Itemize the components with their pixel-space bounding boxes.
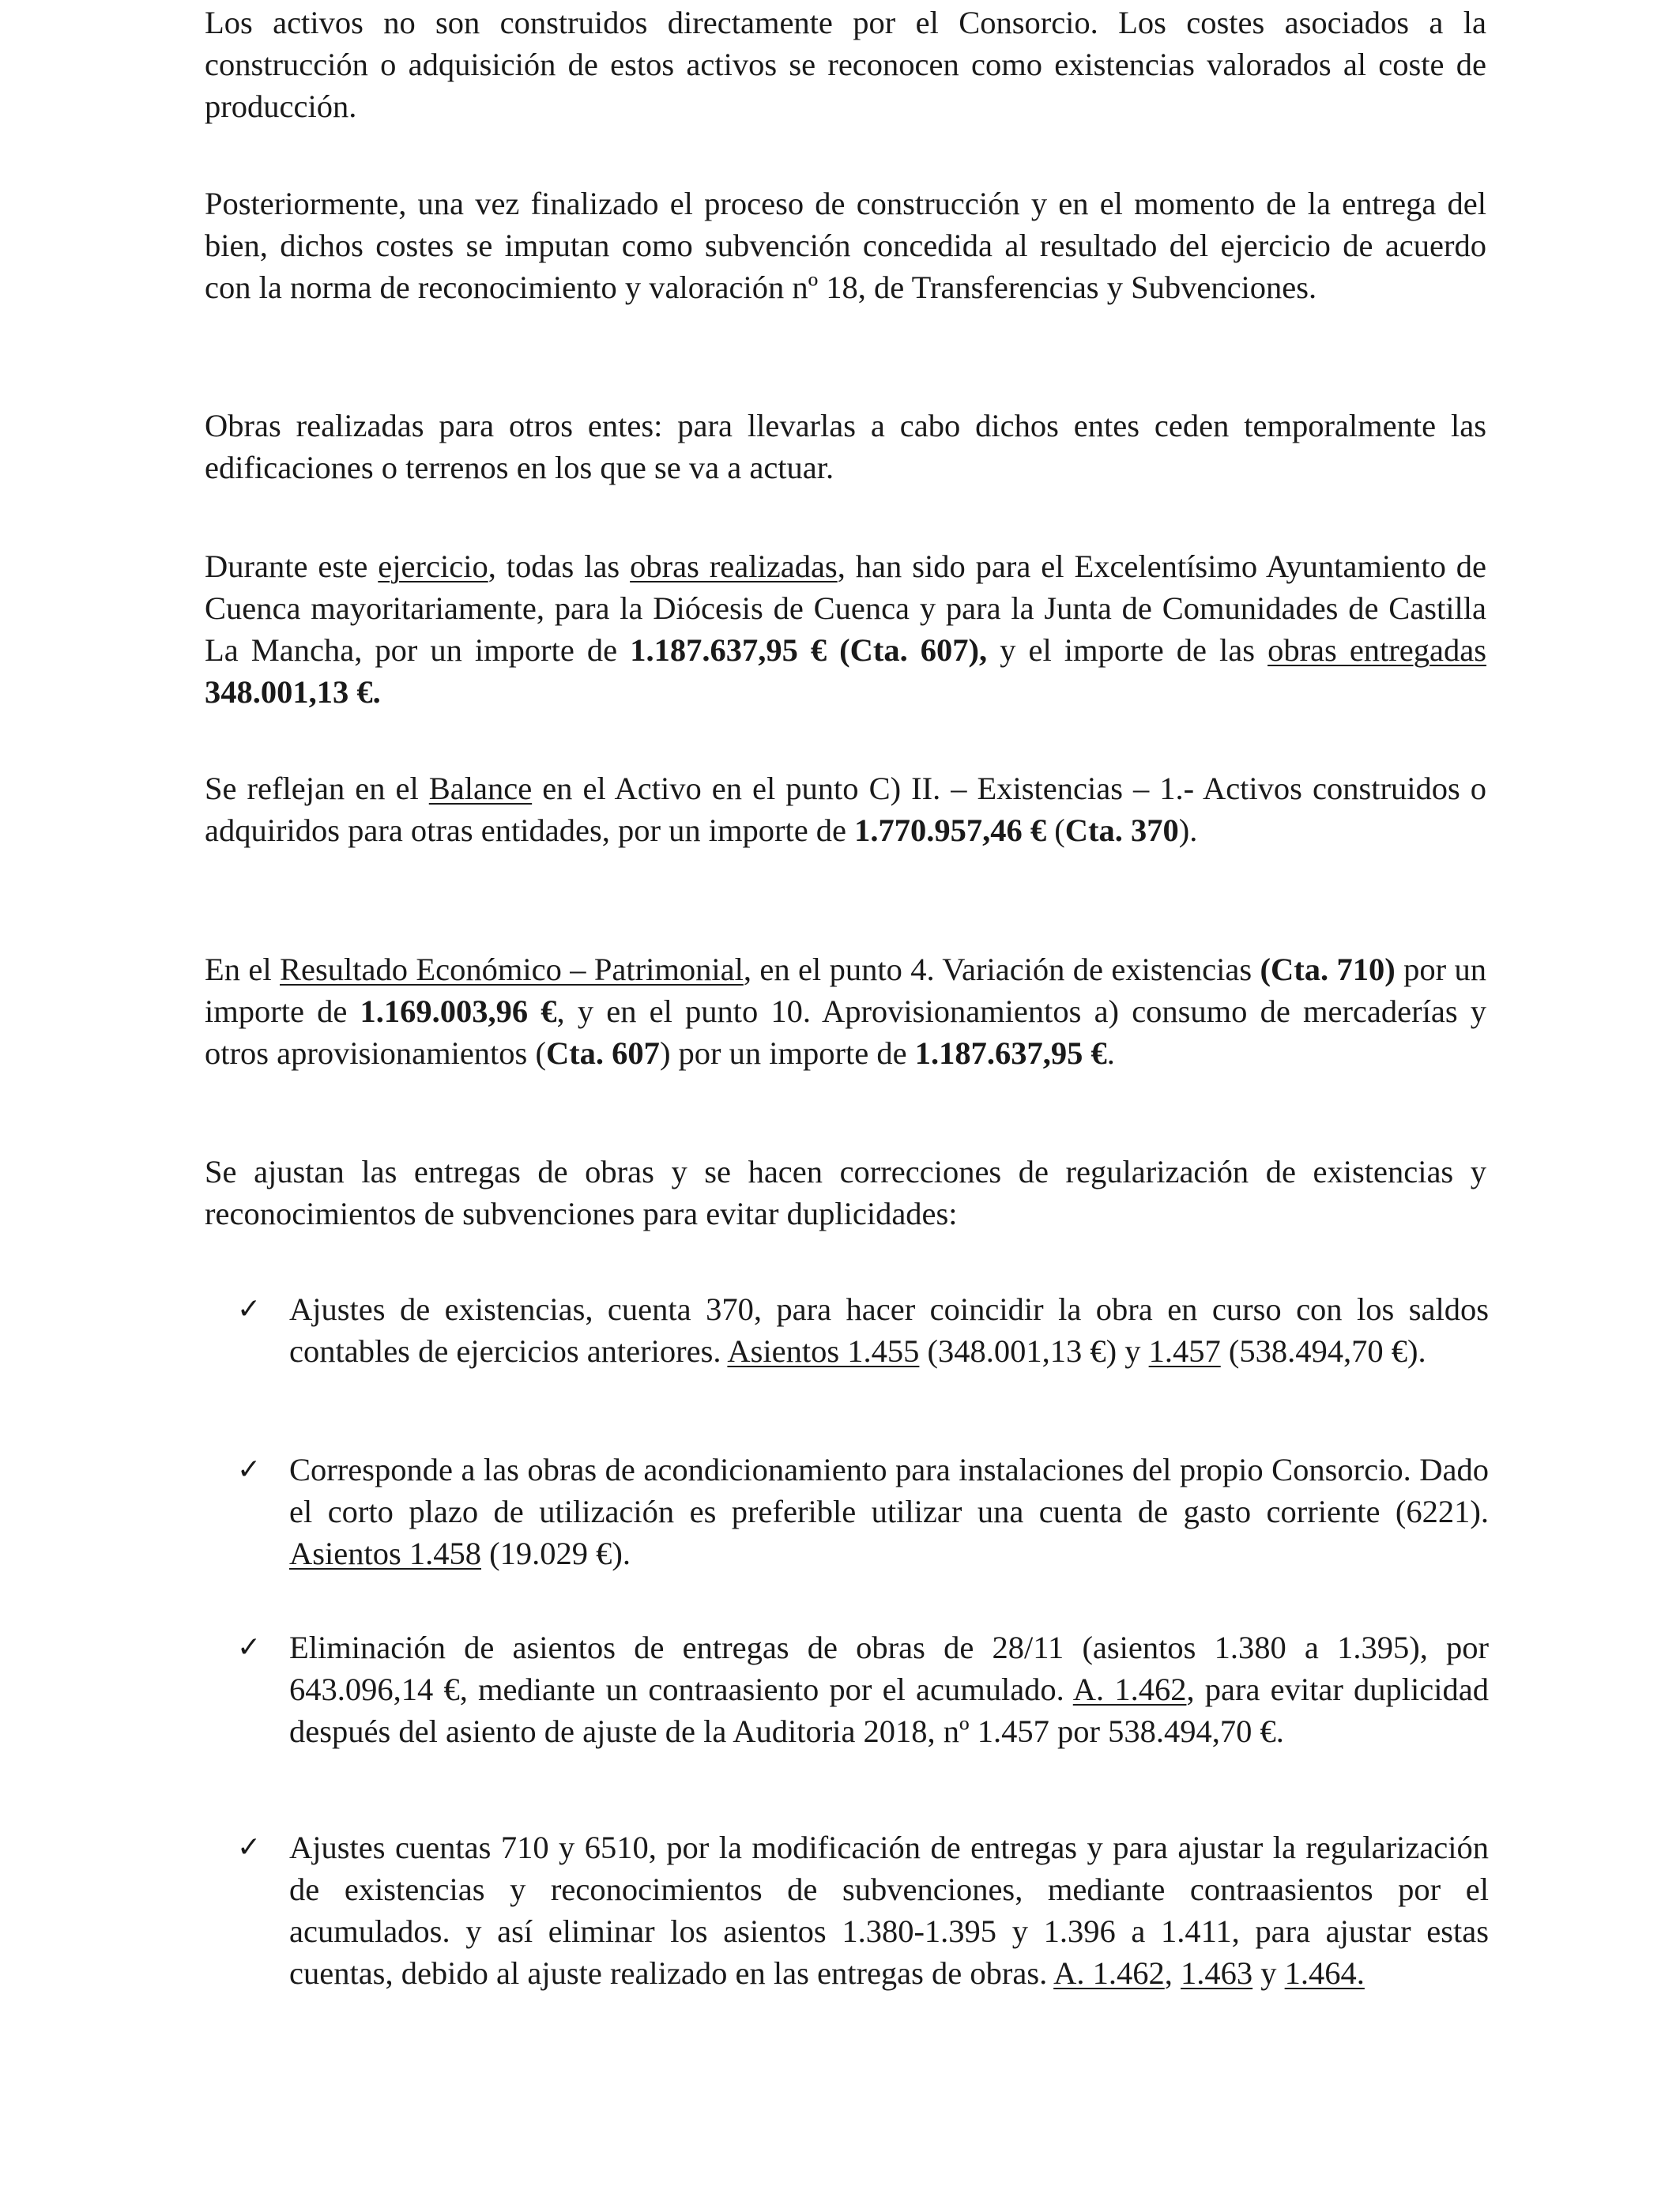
list-item-text xyxy=(289,1288,1489,1372)
paragraph-balance xyxy=(205,767,1486,851)
underlined-resultado-economico-patrimonial: Resultado Económico – Patrimonial xyxy=(280,952,744,987)
underlined-balance: Balance xyxy=(428,771,533,806)
amount-cta-607: 1.187.637,95 € (Cta. 607), xyxy=(630,632,988,668)
underlined-ejercicio: ejercicio xyxy=(378,548,488,584)
text: Durante este xyxy=(205,548,379,584)
account-cta-710: (Cta. 710) xyxy=(1260,952,1396,987)
underlined-1457: 1.457 xyxy=(1148,1333,1221,1369)
text: en el Activo en el punto C) II. – Existencias – 1.- Activos construidos o adquiridos para otras entidades, por un importe de xyxy=(205,771,1486,848)
list-item-text xyxy=(289,1627,1489,1752)
paragraph-se-ajustan: Se ajustan las entregas de obras y se hacen correcciones de regularización de existencias y reconocimientos de subvenciones para evitar duplicidades: xyxy=(205,1154,1486,1231)
list-item-text xyxy=(289,1826,1489,1994)
amount-existencias: 1.770.957,46 € xyxy=(854,812,1047,848)
checkmark-icon: ✓ xyxy=(237,1631,262,1664)
text: ( xyxy=(1046,812,1065,848)
amount-aprovisionamientos: 1.187.637,95 € xyxy=(914,1035,1107,1071)
text: por un importe de xyxy=(205,952,1486,1029)
checkmark-icon: ✓ xyxy=(237,1293,262,1325)
text: . xyxy=(1106,1035,1115,1071)
text: , xyxy=(1164,1955,1181,1991)
amount-variacion-existencias: 1.169.003,96 € xyxy=(360,993,557,1029)
text: (348.001,13 €) y xyxy=(919,1333,1149,1369)
paragraph-obras-otros-entes: Obras realizadas para otros entes: para llevarlas a cabo dichos entes ceden temporalmente las edificaciones o terrenos en los que se va a actuar. xyxy=(205,408,1486,485)
paragraph-activos-no-construidos: Los activos no son construidos directamente por el Consorcio. Los costes asociados a la construcción o adquisición de estos activos se reconocen como existencias valorados al coste de producción. xyxy=(205,5,1486,124)
underlined-1463: 1.463 xyxy=(1181,1955,1253,1991)
list-item xyxy=(237,1449,1489,1574)
text: ). xyxy=(1178,812,1198,848)
text: (19.029 €). xyxy=(481,1536,631,1571)
list-item xyxy=(237,1826,1489,1994)
underlined-a-1462: A. 1.462 xyxy=(1053,1955,1165,1991)
underlined-obras-entregadas: obras entregadas xyxy=(1268,632,1486,668)
text: En el xyxy=(205,952,280,987)
account-cta-607: Cta. 607 xyxy=(545,1035,660,1071)
text: , para evitar duplicidad después del asiento de ajuste de la Auditoria 2018, nº 1.457 por 538.494,70 €. xyxy=(289,1672,1489,1749)
underlined-obras-realizadas: obras realizadas xyxy=(630,548,838,584)
underlined-1464: 1.464. xyxy=(1284,1955,1365,1991)
underlined-asientos-1455: Asientos 1.455 xyxy=(727,1333,920,1369)
account-cta-370: Cta. 370 xyxy=(1064,812,1179,848)
text: Eliminación de asientos de entregas de obras de 28/11 (asientos 1.380 a 1.395), por 643.096,14 €, mediante un contraasiento por el acumulado. xyxy=(289,1630,1489,1707)
list-item xyxy=(237,1288,1489,1372)
amount-obras-entregadas: 348.001,13 €. xyxy=(205,674,381,710)
text: Corresponde a las obras de acondicionamiento para instalaciones del propio Consorcio. Dado el corto plazo de utilización es preferible utilizar una cuenta de gasto corriente (6221). xyxy=(289,1452,1489,1529)
text: , han sido para el Excelentísimo Ayuntamiento de Cuenca mayoritariamente, para la Diócesis de Cuenca y para la Junta de Comunidades de Castilla La Mancha, por un importe de xyxy=(205,548,1487,668)
paragraph-posteriormente: Posteriormente, una vez finalizado el proceso de construcción y en el momento de la entrega del bien, dichos costes se imputan como subvención concedida al resultado del ejercicio de acuerdo con la norma de reconocimiento y valoración nº 18, de Transferencias y Subvenciones. xyxy=(205,186,1486,305)
text: , todas las xyxy=(488,548,631,584)
list-item-text xyxy=(289,1449,1489,1574)
checkmark-icon: ✓ xyxy=(237,1831,262,1864)
text: , y en el punto 10. Aprovisionamientos a) consumo de mercaderías y otros aprovisionamientos ( xyxy=(205,993,1486,1071)
text: y el importe de las xyxy=(987,632,1268,668)
text: (538.494,70 €). xyxy=(1220,1333,1426,1369)
text: , en el punto 4. Variación de existencias xyxy=(743,952,1260,987)
checkmark-icon: ✓ xyxy=(237,1453,262,1486)
text: y xyxy=(1252,1955,1285,1991)
underlined-asientos-1458: Asientos 1.458 xyxy=(289,1536,481,1571)
underlined-a-1462: A. 1.462 xyxy=(1072,1672,1187,1707)
text: ) por un importe de xyxy=(659,1035,915,1071)
list-item xyxy=(237,1627,1489,1752)
paragraph-durante-ejercicio xyxy=(205,545,1486,713)
text: Se reflejan en el xyxy=(205,771,429,806)
text: Ajustes cuentas 710 y 6510, por la modificación de entregas y para ajustar la regularización de existencias y reconocimientos de subvenciones, mediante contraasientos por el acumulados. y así eliminar los asientos 1.380-1.395 y 1.396 a 1.411, para ajustar estas cuentas, debido al ajuste realizado en las entregas de obras. xyxy=(289,1830,1489,1991)
paragraph-resultado-economico xyxy=(205,948,1486,1074)
text: Ajustes de existencias, cuenta 370, para hacer coincidir la obra en curso con los saldos contables de ejercicios anteriores. xyxy=(289,1291,1489,1369)
